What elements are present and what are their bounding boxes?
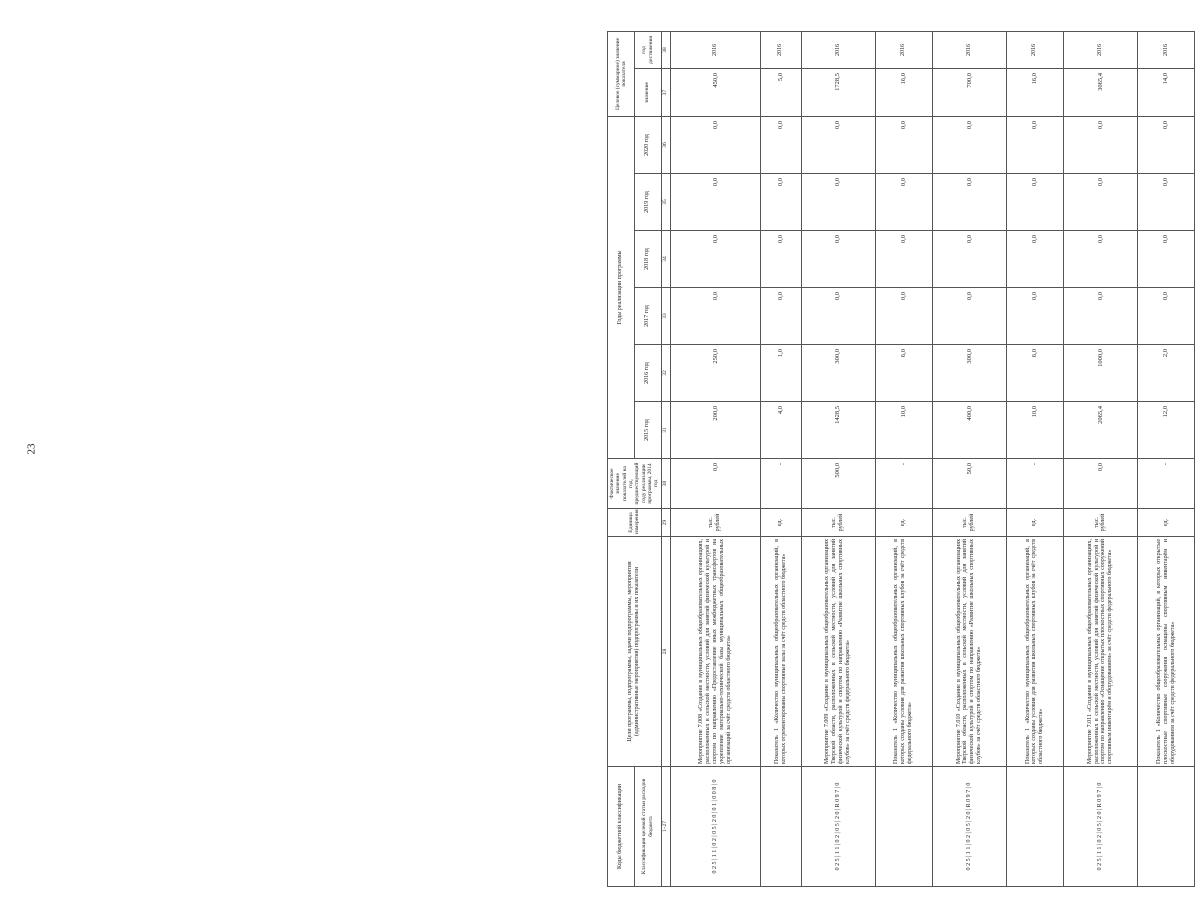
row-year-value: 0,0	[761, 231, 802, 288]
row-year-value: 0,0	[932, 174, 1006, 231]
row-year-value: 0,0	[1137, 116, 1194, 173]
table-row	[1137, 31, 1194, 886]
column-index: 35	[661, 174, 670, 231]
column-index: 33	[661, 288, 670, 345]
column-index: 32	[661, 345, 670, 402]
column-index: 28	[661, 537, 670, 767]
header-target-year: год достижения	[634, 31, 661, 68]
row-codes: 0 2 5 | 1 1 | 0 2 | 0 5 | 2 0 | R 0 9 7 | 0	[1064, 767, 1138, 887]
header-years-group: Годы реализации программы	[608, 116, 635, 458]
row-target-year: 2016	[875, 31, 932, 68]
row-year-value: 6,0	[875, 345, 932, 402]
row-codes	[1006, 767, 1063, 887]
row-year-value: 1000,0	[1064, 345, 1138, 402]
row-year-value: 2,0	[1137, 345, 1194, 402]
table-row	[761, 31, 802, 886]
row-name: Мероприятие 7.010 «Создание в муниципальных общеобразовательных организациях Тверской области, расположенных в сельской местности, условий для занятий физической культурой и спортом по направлению «Развитие школьных спортивных клубов» за счёт средств областного бюджета»	[932, 537, 1006, 767]
row-year-value: 10,0	[1006, 402, 1063, 459]
table-row	[932, 31, 1006, 886]
row-target-value: 14,0	[1137, 68, 1194, 116]
row-codes	[1137, 767, 1194, 887]
rotated-page	[607, 32, 1176, 887]
row-year-value: 0,0	[875, 231, 932, 288]
row-target-year: 2016	[1137, 31, 1194, 68]
row-target-year: 2016	[670, 31, 761, 68]
table-row	[670, 31, 761, 886]
row-year-value: 0,0	[932, 116, 1006, 173]
year-header: 2018 год	[634, 231, 661, 288]
row-unit: ед.	[1006, 509, 1063, 537]
row-year-value: 0,0	[670, 174, 761, 231]
row-year-value: 400,0	[932, 402, 1006, 459]
header-unit: Единица измерения	[608, 509, 662, 537]
row-year-value: 0,0	[801, 174, 875, 231]
row-target-value: 5,0	[761, 68, 802, 116]
row-year-value: 0,0	[1006, 288, 1063, 345]
row-name: Мероприятие 7.008 «Создание в муниципальных общеобразовательных организациях, расположенных в сельской местности, условий для занятий физической культурой и спортом по направлению «Предоставление иных межбюджетных трансфертов на укрепление материально-технической базы муниципальных общеобразовательных организаций за счёт средств областного бюджета»	[670, 537, 761, 767]
row-year-value: 0,0	[932, 231, 1006, 288]
row-unit: тыс. рублей	[1064, 509, 1138, 537]
row-year-value: 0,0	[801, 288, 875, 345]
row-year-value: 0,0	[761, 288, 802, 345]
table-row	[1006, 31, 1063, 886]
row-prev-value: 500,0	[801, 459, 875, 509]
row-year-value: 0,0	[1137, 288, 1194, 345]
row-year-value: 0,0	[1064, 288, 1138, 345]
year-header: 2016 год	[634, 345, 661, 402]
row-target-year: 2016	[801, 31, 875, 68]
row-name: Мероприятие 7.009 «Создание в муниципальных общеобразовательных организациях Тверской области, расположенных в сельской местности, условий для занятий физической культурой и спортом по направлению «Развитие школьных спортивных клубов» за счёт средств федерального бюджета»	[801, 537, 875, 767]
header-target: Целевое (суммарное) значение показателя	[608, 31, 635, 116]
row-name: Показатель 1 «Количество общеобразовательных организаций, в которых открытые плоскостные спортивные сооружения оснащены спортивным инвентарём и оборудованием за счёт средств федерального бюджета»	[1137, 537, 1194, 767]
row-unit: ед.	[761, 509, 802, 537]
column-index: 31	[661, 402, 670, 459]
row-target-value: 700,0	[932, 68, 1006, 116]
column-index: 34	[661, 231, 670, 288]
column-index: 30	[661, 459, 670, 509]
row-codes	[875, 767, 932, 887]
row-unit: тыс. рублей	[670, 509, 761, 537]
row-unit: ед.	[1137, 509, 1194, 537]
row-year-value: 300,0	[932, 345, 1006, 402]
row-year-value: 0,0	[1064, 116, 1138, 173]
row-target-value: 16,0	[1006, 68, 1063, 116]
row-year-value: 2065,4	[1064, 402, 1138, 459]
row-unit: тыс. рублей	[932, 509, 1006, 537]
row-year-value: 1,0	[761, 345, 802, 402]
column-index: 29	[661, 509, 670, 537]
row-year-value: 250,0	[670, 345, 761, 402]
header-budget-class: Коды бюджетной классификации	[608, 767, 635, 887]
page-number: 23	[25, 443, 38, 455]
row-year-value: 12,0	[1137, 402, 1194, 459]
column-index: 38	[661, 31, 670, 68]
row-year-value: 0,0	[670, 116, 761, 173]
row-codes: 0 2 5 | 1 1 | 0 2 | 0 5 | 2 0 | R 0 9 7 | 0	[932, 767, 1006, 887]
row-year-value: 0,0	[1006, 231, 1063, 288]
row-target-year: 2016	[761, 31, 802, 68]
row-prev-value: -	[1006, 459, 1063, 509]
row-year-value: 0,0	[801, 231, 875, 288]
row-name: Показатель 1 «Количество муниципальных общеобразовательных организаций, в которых созданы условия для развития школьных спортивных клубов за счёт средств областного бюджета»	[1006, 537, 1063, 767]
row-year-value: 0,0	[875, 288, 932, 345]
row-target-value: 3065,4	[1064, 68, 1138, 116]
program-table	[607, 31, 1195, 887]
row-name: Мероприятие 7.011 «Создание в муниципальных общеобразовательных организациях, расположенных в сельской местности, условий для занятий физической культурой и спортом по направлению «Оснащение открытых плоскостных спортивных сооружений спортивным инвентарём и оборудованием» за счёт средств федерального бюджета»	[1064, 537, 1138, 767]
row-name: Показатель 1 «Количество муниципальных общеобразовательных организаций, в которых отремонтированы спортивные залы за счёт средств областного бюджета»	[761, 537, 802, 767]
row-target-value: 16,0	[875, 68, 932, 116]
row-target-year: 2016	[1006, 31, 1063, 68]
row-year-value: 0,0	[1137, 174, 1194, 231]
column-index: 36	[661, 116, 670, 173]
row-codes: 0 2 5 | 1 1 | 0 2 | 0 5 | 2 0 | 0 1 | 0 0 8 | 0	[670, 767, 761, 887]
row-year-value: 0,0	[761, 174, 802, 231]
row-year-value: 0,0	[875, 174, 932, 231]
row-prev-value: 50,0	[932, 459, 1006, 509]
row-prev-value: 0,0	[1064, 459, 1138, 509]
row-target-value: 450,0	[670, 68, 761, 116]
row-unit: тыс. рублей	[801, 509, 875, 537]
year-header: 2020 год	[634, 116, 661, 173]
row-target-value: 1728,5	[801, 68, 875, 116]
header-target-value: значение	[634, 68, 661, 116]
row-year-value: 300,0	[801, 345, 875, 402]
row-year-value: 0,0	[932, 288, 1006, 345]
row-target-year: 2016	[932, 31, 1006, 68]
row-codes: 0 2 5 | 1 1 | 0 2 | 0 5 | 2 0 | R 0 9 7 | 0	[801, 767, 875, 887]
header-name: Цели программы, подпрограммы, задачи подпрограммы, мероприятия (административные мероприятия) подпрограммы и их показатели	[608, 537, 662, 767]
row-year-value: 1428,5	[801, 402, 875, 459]
row-codes	[761, 767, 802, 887]
column-index: 37	[661, 68, 670, 116]
row-year-value: 0,0	[1006, 116, 1063, 173]
row-prev-value: -	[875, 459, 932, 509]
row-year-value: 0,0	[1137, 231, 1194, 288]
row-prev-value: -	[761, 459, 802, 509]
row-year-value: 200,0	[670, 402, 761, 459]
row-year-value: 0,0	[801, 116, 875, 173]
year-header: 2019 год	[634, 174, 661, 231]
row-year-value: 4,0	[761, 402, 802, 459]
row-year-value: 0,0	[1006, 174, 1063, 231]
row-name: Показатель 1 «Количество муниципальных общеобразовательных организаций, в которых созданы условия для развития школьных спортивных клубов за счёт средств федерального бюджета»	[875, 537, 932, 767]
row-year-value: 0,0	[1064, 174, 1138, 231]
row-unit: ед.	[875, 509, 932, 537]
header-admin: Классификация целевой статьи расходов бюджета	[634, 767, 661, 887]
year-header: 2017 год	[634, 288, 661, 345]
table-row	[1064, 31, 1138, 886]
row-year-value: 10,0	[875, 402, 932, 459]
row-prev-value: -	[1137, 459, 1194, 509]
table-row	[801, 31, 875, 886]
row-year-value: 6,0	[1006, 345, 1063, 402]
row-year-value: 0,0	[875, 116, 932, 173]
header-fin-prev: Фактическое значение показателей на год, предшествующий году реализации программы, 2014 год	[608, 459, 662, 509]
table-row	[875, 31, 932, 886]
row-year-value: 0,0	[1064, 231, 1138, 288]
row-prev-value: 0,0	[670, 459, 761, 509]
row-year-value: 0,0	[670, 288, 761, 345]
row-target-year: 2016	[1064, 31, 1138, 68]
column-index: 1–27	[661, 767, 670, 887]
row-year-value: 0,0	[670, 231, 761, 288]
row-year-value: 0,0	[761, 116, 802, 173]
year-header: 2015 год	[634, 402, 661, 459]
